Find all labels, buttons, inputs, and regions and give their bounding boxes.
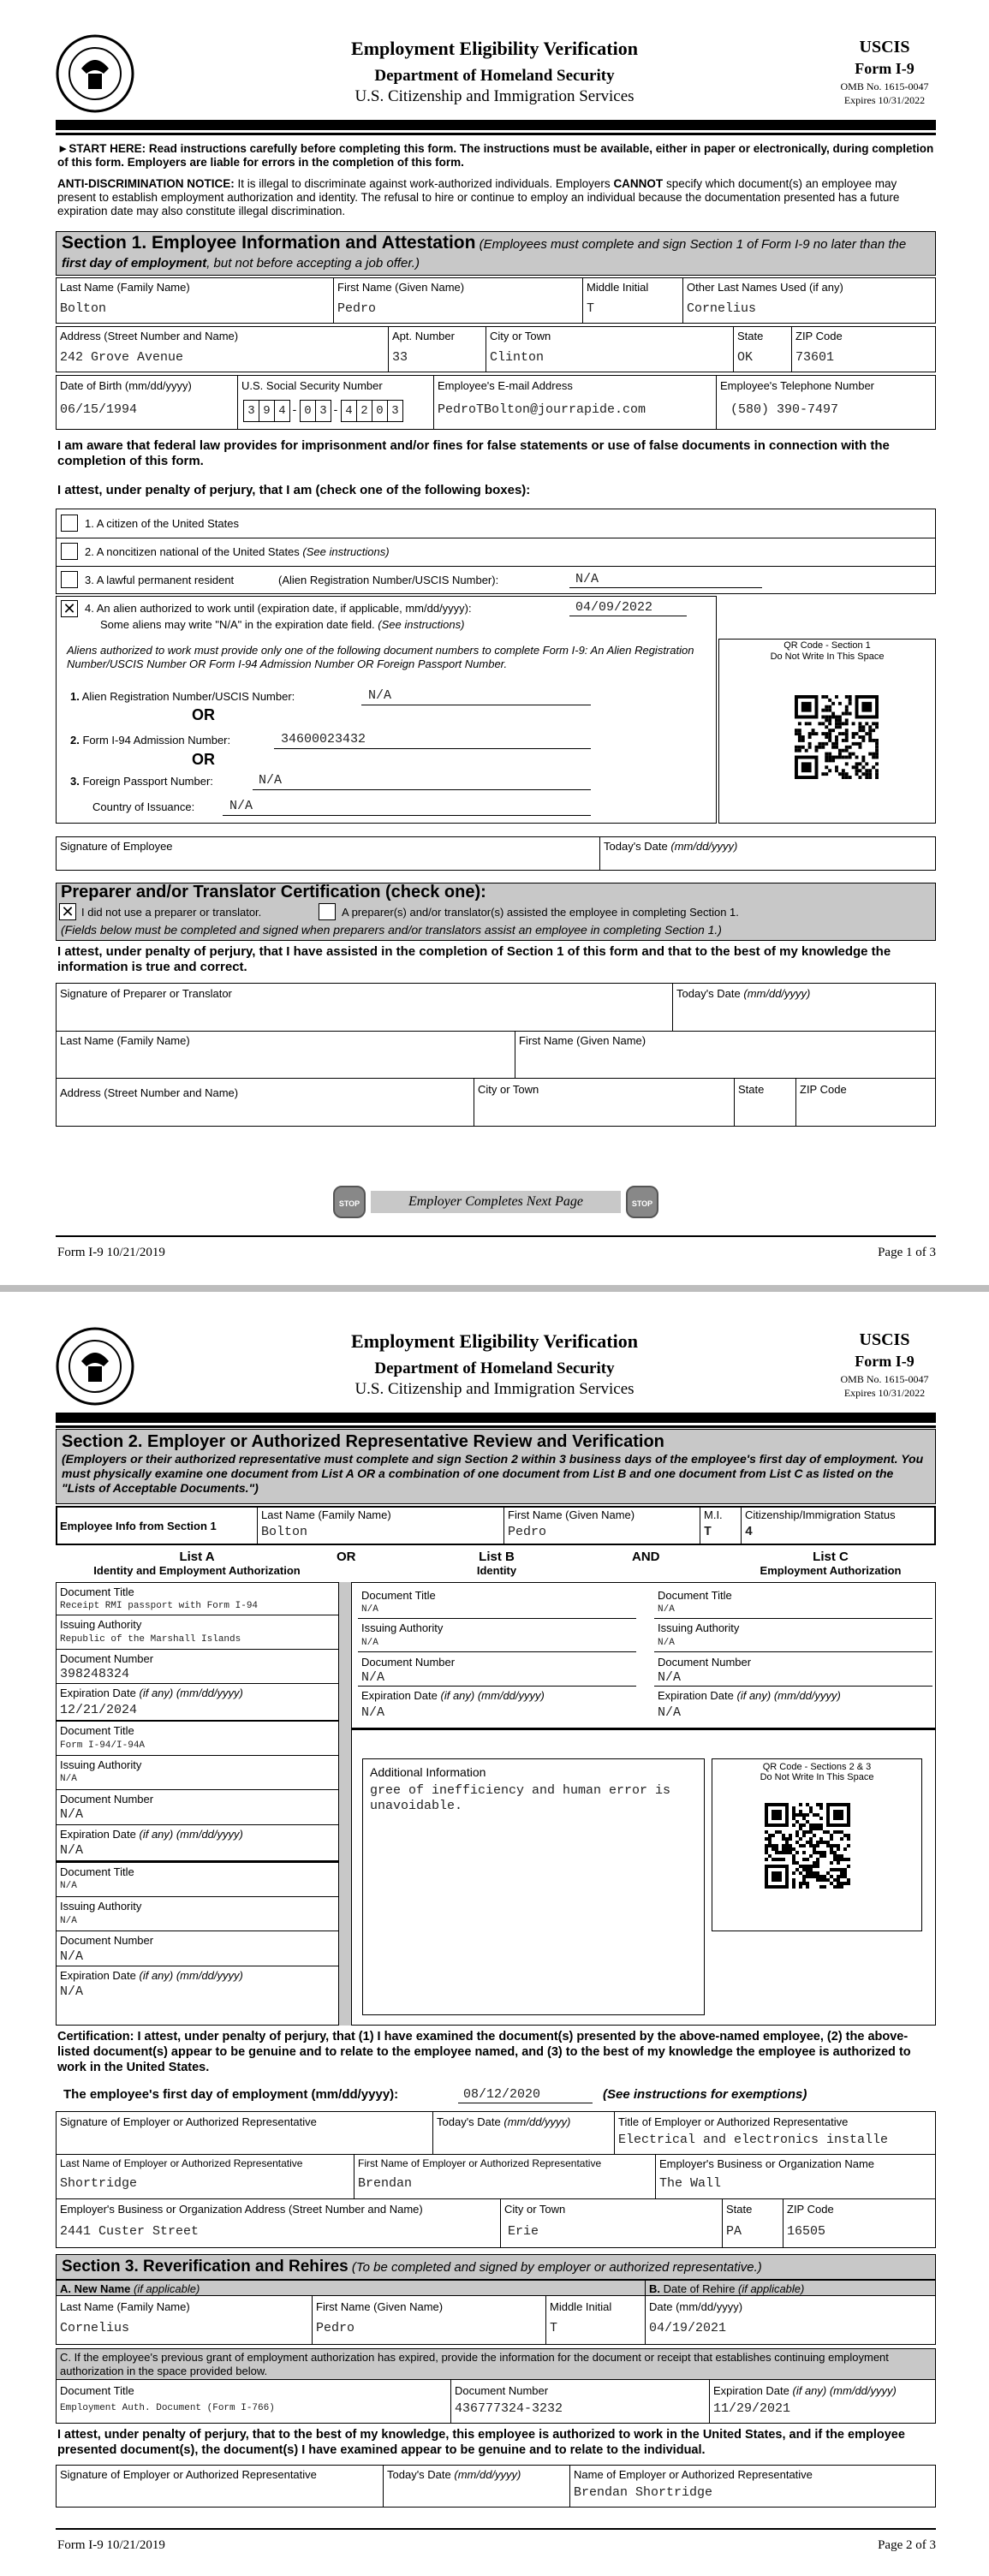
b-doc-label: Document Title xyxy=(361,1589,436,1602)
s3-first-name-field[interactable]: Pedro xyxy=(316,2321,355,2335)
preparer-title: Preparer and/or Translator Certification (check one): xyxy=(61,883,486,901)
preparer-first-name-label[interactable]: First Name (Given Name) xyxy=(519,1034,646,1047)
first-name-field[interactable]: Pedro xyxy=(337,301,377,316)
passport-label: 3. Foreign Passport Number: xyxy=(70,775,213,788)
s2-first-name-field[interactable]: Pedro xyxy=(508,1525,547,1539)
other-names-label: Other Last Names Used (if any) xyxy=(687,281,843,294)
expires: Expires 10/31/2022 xyxy=(843,1387,926,1399)
ssn-digit: 9 xyxy=(259,400,275,422)
preparer-signature-label[interactable]: Signature of Preparer or Translator xyxy=(60,987,232,1000)
email-label: Employee's E-mail Address xyxy=(438,379,573,392)
page-separator xyxy=(0,1285,989,1292)
qr-code-icon xyxy=(765,1803,850,1889)
option-4-label: 4. An alien authorized to work until (expiration date, if applicable, mm/dd/yyyy): xyxy=(85,602,472,615)
a2-auth-label: Issuing Authority xyxy=(60,1758,142,1771)
i94-label: 2. Form I-94 Admission Number: xyxy=(70,734,231,747)
other-names-field[interactable]: Cornelius xyxy=(687,301,757,316)
s3-num-label: Document Number xyxy=(455,2384,549,2397)
ssn-field[interactable]: 3 9 4 - 0 3 - 4 2 0 3 xyxy=(243,400,402,422)
or-label: OR xyxy=(337,1550,356,1564)
a2-auth-field[interactable]: N/A xyxy=(60,1774,77,1784)
s3-c-note: C. If the employee's previous grant of employment authorization has expired, provide the information for the document or receipt that establishes continuing employment authorization in the space provided below. xyxy=(60,2351,889,2377)
section2-header: Section 2. Employer or Authorized Representative Review and Verification (Employers or their authorized representative must complete and sign Section 2 within 3 business days of the employee's first day of employment. You must physically examine one document from List A OR a combination of one document from List B and one document from List C as listed on the "Lists of Acceptable Documents.") xyxy=(56,1429,936,1504)
expiration-date-field[interactable]: 04/09/2022 xyxy=(575,600,653,615)
last-name-field[interactable]: Bolton xyxy=(60,301,107,316)
phone-field[interactable]: (580) 390-7497 xyxy=(730,402,839,417)
b-auth-field[interactable]: N/A xyxy=(361,1638,378,1648)
org-city-field[interactable]: Erie xyxy=(508,2224,539,2239)
org-city-label: City or Town xyxy=(504,2203,566,2216)
last-name-label: Last Name (Family Name) xyxy=(60,281,190,294)
city-field[interactable]: Clinton xyxy=(490,350,545,365)
a3-num-label: Document Number xyxy=(60,1934,154,1947)
option-1-label: 1. A citizen of the United States xyxy=(85,517,239,530)
permanent-resident-checkbox[interactable] xyxy=(61,571,78,588)
header-divider-thin xyxy=(56,1425,936,1428)
s3-doc-field[interactable]: Employment Auth. Document (Form I-766) xyxy=(60,2403,275,2413)
qr-code-icon xyxy=(795,695,879,779)
ssn-digit: 3 xyxy=(315,400,331,422)
country-label: Country of Issuance: xyxy=(92,800,195,813)
preparer-date-label[interactable]: Today's Date (mm/dd/yyyy) xyxy=(676,987,811,1000)
omb-number: OMB No. 1615-0047 xyxy=(840,80,929,92)
option-3-sub: (Alien Registration Number/USCIS Number): xyxy=(278,574,499,586)
preparer-note: (Fields below must be completed and signed when preparers and/or translators assist an employee in completing Section 1.) xyxy=(61,923,722,937)
c-auth-label: Issuing Authority xyxy=(658,1621,740,1634)
form-title: Employment Eligibility Verification xyxy=(351,38,638,59)
s2-first-name-label: First Name (Given Name) xyxy=(508,1508,635,1521)
middle-initial-field[interactable]: T xyxy=(587,301,595,316)
address-field[interactable]: 242 Grove Avenue xyxy=(60,350,184,365)
form-title: Employment Eligibility Verification xyxy=(351,1330,638,1352)
ssn-digit: 4 xyxy=(341,400,357,422)
footer-page: Page 2 of 3 xyxy=(878,2538,936,2552)
org-state-label: State xyxy=(726,2203,753,2216)
preparer-used-checkbox[interactable] xyxy=(319,903,336,920)
s2-mi-label: M.I. xyxy=(704,1508,723,1521)
a2-num-field[interactable]: N/A xyxy=(60,1807,84,1822)
s3-date-field[interactable]: 04/19/2021 xyxy=(649,2321,727,2335)
no-preparer-checkbox[interactable]: ✕ xyxy=(59,903,76,920)
preparer-last-name-label[interactable]: Last Name (Family Name) xyxy=(60,1034,190,1047)
header-divider-thin xyxy=(56,133,936,135)
section1-header: Section 1. Employee Information and Attestation (Employees must complete and sign Section 1 of Form I-9 no later than the first day of employment, but not before accepting a job offer.) xyxy=(56,231,936,276)
employer-next-page: Employer Completes Next Page xyxy=(371,1191,621,1213)
aware-statement: I am aware that federal law provides for imprisonment and/or fines for false statements or use of false documents in connection with the completion of this form. xyxy=(57,438,890,468)
a2-exp-label: Expiration Date (if any) (mm/dd/yyyy) xyxy=(60,1828,243,1841)
passport-field[interactable]: N/A xyxy=(259,773,283,788)
org-name-field[interactable]: The Wall xyxy=(659,2176,722,2191)
a1-doc-label: Document Title xyxy=(60,1585,134,1598)
first-day-label: The employee's first day of employment (mm/dd/yyyy): xyxy=(63,2087,399,2102)
ssn-digit: 2 xyxy=(356,400,372,422)
employer-title-field[interactable]: Electrical and electronics installe xyxy=(618,2133,889,2147)
a1-auth-field[interactable]: Republic of the Marshall Islands xyxy=(60,1634,241,1645)
a3-exp-field[interactable]: N/A xyxy=(60,1984,84,1999)
s3-first-name-label: First Name (Given Name) xyxy=(316,2300,444,2313)
a2-doc-label: Document Title xyxy=(60,1724,134,1737)
s2-last-name-label: Last Name (Family Name) xyxy=(261,1508,391,1521)
first-name-label: First Name (Given Name) xyxy=(337,281,465,294)
s2-last-name-field[interactable]: Bolton xyxy=(261,1525,308,1539)
noncitizen-national-checkbox[interactable] xyxy=(61,543,78,560)
employer-last-name-label: Last Name of Employer or Authorized Representative xyxy=(60,2157,303,2169)
form-number: Form I-9 xyxy=(855,1353,915,1370)
employer-date-label[interactable]: Today's Date (mm/dd/yyyy) xyxy=(437,2115,571,2128)
department: Department of Homeland Security xyxy=(374,1359,615,1377)
b-doc-field[interactable]: N/A xyxy=(361,1604,378,1615)
s3-attest: I attest, under penalty of perjury, that to the best of my knowledge, this employee is authorized to work in the United States, and if the employee presented document(s), the document(s) I have examined appear to be genuine and to relate to the individual. xyxy=(57,2428,905,2457)
preparer-used-label: A preparer(s) and/or translator(s) assisted the employee in completing Section 1. xyxy=(342,906,739,919)
employer-title-label: Title of Employer or Authorized Representative xyxy=(618,2115,849,2128)
a2-num-label: Document Number xyxy=(60,1793,154,1806)
org-name-label: Employer's Business or Organization Name xyxy=(659,2157,875,2170)
c-auth-field[interactable]: N/A xyxy=(658,1638,675,1648)
s3-exp-label: Expiration Date (if any) (mm/dd/yyyy) xyxy=(713,2384,897,2397)
first-day-field[interactable]: 08/12/2020 xyxy=(463,2087,541,2102)
ssn-digit: 3 xyxy=(243,400,259,422)
list-a-header: List A Identity and Employment Authorization xyxy=(93,1550,301,1577)
s3-exp-field[interactable]: 11/29/2021 xyxy=(713,2401,791,2416)
middle-initial-label: Middle Initial xyxy=(587,281,649,294)
stop-sign-icon: STOP xyxy=(626,1186,658,1218)
employee-date-label[interactable]: Today's Date (mm/dd/yyyy) xyxy=(604,840,738,853)
preparer-state-label[interactable]: State xyxy=(738,1083,765,1096)
agency: U.S. Citizenship and Immigration Services xyxy=(354,1380,635,1398)
s3-name-field[interactable]: Brendan Shortridge xyxy=(574,2485,713,2500)
c-doc-label: Document Title xyxy=(658,1589,732,1602)
zip-label: ZIP Code xyxy=(795,330,843,342)
preparer-fields xyxy=(56,983,936,1127)
employee-info-label: Employee Info from Section 1 xyxy=(60,1520,217,1532)
and-label: AND xyxy=(632,1550,660,1564)
form-number: Form I-9 xyxy=(855,60,915,77)
a2-doc-field[interactable]: Form I-94/I-94A xyxy=(60,1740,146,1751)
section3-header: Section 3. Reverification and Rehires (To be completed and signed by employer or authorized representative.) xyxy=(56,2254,936,2280)
agency: U.S. Citizenship and Immigration Services xyxy=(354,87,635,105)
state-label: State xyxy=(737,330,764,342)
ssn-label: U.S. Social Security Number xyxy=(241,379,383,392)
ssn-digit: 0 xyxy=(372,400,388,422)
org-zip-field[interactable]: 16505 xyxy=(787,2224,826,2239)
s2-mi-field[interactable]: T xyxy=(704,1525,712,1539)
qr-label-1: QR Code - Section 1 Do Not Write In This Space xyxy=(770,640,885,662)
ssn-digit: 0 xyxy=(300,400,316,422)
a1-exp-label: Expiration Date (if any) (mm/dd/yyyy) xyxy=(60,1687,243,1699)
ssn-digit: 4 xyxy=(274,400,290,422)
s2-citizenship-field[interactable]: 4 xyxy=(745,1525,754,1539)
or-label: OR xyxy=(192,706,215,723)
preparer-city-label[interactable]: City or Town xyxy=(478,1083,539,1096)
dob-field[interactable]: 06/15/1994 xyxy=(60,402,138,417)
a3-exp-label: Expiration Date (if any) (mm/dd/yyyy) xyxy=(60,1969,243,1982)
phone-label: Employee's Telephone Number xyxy=(720,379,875,392)
s3-mi-label: Middle Initial xyxy=(550,2300,612,2313)
attest-statement: I attest, under penalty of perjury, that I am (check one of the following boxes): xyxy=(57,483,531,497)
i94-field[interactable]: 34600023432 xyxy=(281,732,366,747)
a3-auth-field[interactable]: N/A xyxy=(60,1916,77,1926)
certification: Certification: I attest, under penalty of perjury, that (1) I have examined the document(s) presented by the above-named employee, (2) the above-listed document(s) appear to be genuine and to relate to the employee named, and (3) to the best of my knowledge the employee is authorized to work in the United States. xyxy=(57,2030,911,2074)
additional-info-text[interactable]: gree of inefficiency and human error is unavoidable. xyxy=(370,1783,671,1813)
s3-date-label: Date (mm/dd/yyyy) xyxy=(649,2300,743,2313)
a-number-field[interactable]: N/A xyxy=(575,572,599,586)
a1-exp-field[interactable]: 12/21/2024 xyxy=(60,1703,138,1717)
page-1 xyxy=(0,0,989,1284)
option-2-label: 2. A noncitizen national of the United States (See instructions) xyxy=(85,545,390,558)
footer-form: Form I-9 10/21/2019 xyxy=(57,2538,165,2552)
apt-label: Apt. Number xyxy=(392,330,455,342)
s3-b-label: B. Date of Rehire (if applicable) xyxy=(649,2282,805,2295)
a1-doc-field[interactable]: Receipt RMI passport with Form I-94 xyxy=(60,1601,259,1611)
a1-num-label: Document Number xyxy=(60,1652,154,1665)
b-auth-label: Issuing Authority xyxy=(361,1621,444,1634)
country-field[interactable]: N/A xyxy=(229,799,253,813)
a3-doc-field[interactable]: N/A xyxy=(60,1881,77,1891)
citizen-checkbox[interactable] xyxy=(61,515,78,532)
list-a-divider xyxy=(338,1582,352,2026)
omb-number: OMB No. 1615-0047 xyxy=(840,1373,929,1385)
header-divider xyxy=(56,1413,936,1423)
list-b-header: List B Identity xyxy=(476,1550,517,1577)
a1-num-field[interactable]: 398248324 xyxy=(60,1667,130,1681)
zip-field[interactable]: 73601 xyxy=(795,350,835,365)
list-c-header: List C Employment Authorization xyxy=(760,1550,902,1577)
dob-label: Date of Birth (mm/dd/yyyy) xyxy=(60,379,192,392)
option-4-note: Some aliens may write "N/A" in the expiration date field. (See instructions) xyxy=(100,618,465,631)
employer-first-name-label: First Name of Employer or Authorized Representative xyxy=(358,2157,602,2169)
alien-number-field[interactable]: N/A xyxy=(368,688,392,703)
employer-first-name-field[interactable]: Brendan xyxy=(358,2176,413,2191)
b-num-label: Document Number xyxy=(361,1656,456,1669)
employer-signature-label[interactable]: Signature of Employer or Authorized Representative xyxy=(60,2115,317,2128)
no-preparer-label: I did not use a preparer or translator. xyxy=(81,906,262,919)
org-address-field[interactable]: 2441 Custer Street xyxy=(60,2224,200,2239)
s3-last-name-label: Last Name (Family Name) xyxy=(60,2300,190,2313)
org-zip-label: ZIP Code xyxy=(787,2203,834,2216)
org-address-label: Employer's Business or Organization Address (Street Number and Name) xyxy=(60,2203,423,2216)
page-2 xyxy=(0,1292,989,2576)
a3-num-field[interactable]: N/A xyxy=(60,1949,84,1964)
ssn-digit: 3 xyxy=(387,400,403,422)
state-field[interactable]: OK xyxy=(737,350,754,365)
employer-last-name-field[interactable]: Shortridge xyxy=(60,2176,138,2191)
s3-signature-label[interactable]: Signature of Employer or Authorized Representative xyxy=(60,2468,317,2481)
c-exp-field[interactable]: N/A xyxy=(658,1705,682,1720)
preparer-zip-label[interactable]: ZIP Code xyxy=(800,1083,847,1096)
c-num-label: Document Number xyxy=(658,1656,752,1669)
option-3-label: 3. A lawful permanent resident xyxy=(85,574,235,586)
uscis-label: USCIS xyxy=(859,1330,910,1349)
email-field[interactable]: PedroTBolton@jourrapide.com xyxy=(438,402,646,417)
start-here: ►START HERE: Read instructions carefully before completing this form. The instructions must be available, either in paper or electronically, during completion of this form. Employers are liable for errors in the completion of this form. xyxy=(57,142,934,169)
alien-number-label: 1. Alien Registration Number/USCIS Number: xyxy=(70,690,295,703)
b-exp-label: Expiration Date (if any) (mm/dd/yyyy) xyxy=(361,1689,545,1702)
aliens-note: Aliens authorized to work must provide only one of the following document numbers to complete Form I-9: An Alien Registration Number/USCIS Number OR Form I-94 Admission Number OR Foreign Passport Number. xyxy=(67,644,694,670)
a3-doc-label: Document Title xyxy=(60,1865,134,1878)
preparer-attest: I attest, under penalty of perjury, that I have assisted in the completion of Section 1 of this form and that to the best of my knowledge the information is true and correct. xyxy=(57,944,891,974)
preparer-address-label[interactable]: Address (Street Number and Name) xyxy=(60,1086,239,1099)
c-doc-field[interactable]: N/A xyxy=(658,1604,675,1615)
footer-page: Page 1 of 3 xyxy=(878,1246,936,1259)
stop-sign-icon: STOP xyxy=(333,1186,366,1218)
exemptions-note: (See instructions for exemptions) xyxy=(603,2087,807,2102)
header-divider xyxy=(56,120,936,130)
s3-name-label: Name of Employer or Authorized Representative xyxy=(574,2468,813,2481)
c-num-field[interactable]: N/A xyxy=(658,1670,682,1685)
footer-form: Form I-9 10/21/2019 xyxy=(57,1246,165,1259)
apt-field[interactable]: 33 xyxy=(392,350,408,365)
alien-authorized-checkbox[interactable]: ✕ xyxy=(61,600,78,617)
additional-info-label: Additional Information xyxy=(370,1765,486,1779)
employee-signature-row xyxy=(56,836,936,871)
a2-exp-field[interactable]: N/A xyxy=(60,1843,84,1858)
a3-auth-label: Issuing Authority xyxy=(60,1900,142,1913)
s3-today-label[interactable]: Today's Date (mm/dd/yyyy) xyxy=(387,2468,521,2481)
uscis-label: USCIS xyxy=(859,38,910,57)
s2-citizenship-label: Citizenship/Immigration Status xyxy=(745,1508,896,1521)
b-num-field[interactable]: N/A xyxy=(361,1670,385,1685)
or-label: OR xyxy=(192,751,215,768)
s3-mi-field[interactable]: T xyxy=(550,2321,558,2335)
s3-doc-label: Document Title xyxy=(60,2384,134,2397)
city-label: City or Town xyxy=(490,330,551,342)
c-exp-label: Expiration Date (if any) (mm/dd/yyyy) xyxy=(658,1689,841,1702)
department: Department of Homeland Security xyxy=(374,67,615,85)
s3-last-name-field[interactable]: Cornelius xyxy=(60,2321,130,2335)
address-label: Address (Street Number and Name) xyxy=(60,330,239,342)
employee-signature-label[interactable]: Signature of Employee xyxy=(60,840,173,853)
org-state-field[interactable]: PA xyxy=(726,2224,742,2239)
b-exp-field[interactable]: N/A xyxy=(361,1705,385,1720)
anti-discrimination: ANTI-DISCRIMINATION NOTICE: It is illegal to discriminate against work-authorized individuals. Employers CANNOT specify which document(s) an employee may present to establish employment authorization and identity. The refusal to hire or continue to employ an individual because the documentation presented has a future expiration date may also constitute illegal discrimination. xyxy=(57,177,900,217)
a1-auth-label: Issuing Authority xyxy=(60,1618,142,1631)
qr-label-2: QR Code - Sections 2 & 3 Do Not Write In This Space xyxy=(760,1762,874,1782)
s3-a-label: A. New Name (if applicable) xyxy=(60,2282,200,2295)
s3-num-field[interactable]: 436777324-3232 xyxy=(455,2401,563,2416)
expires: Expires 10/31/2022 xyxy=(843,94,926,106)
